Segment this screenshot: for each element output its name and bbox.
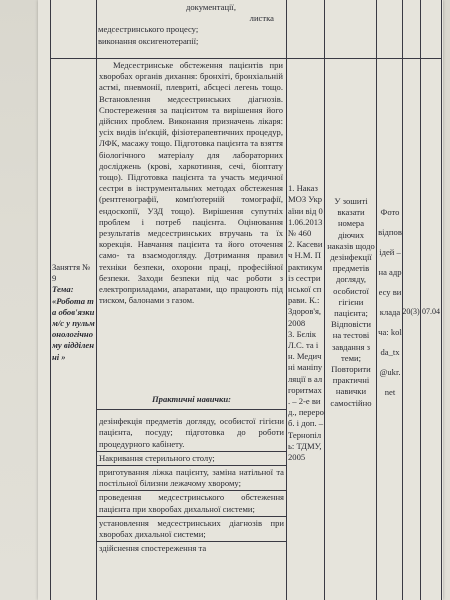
skill-item: проведення медсестринського обстеження пацієнта при хворобах дихальної системи;: [97, 490, 286, 515]
previous-row-continuation: [98, 2, 324, 47]
skill-item: Накривання стерильного столу;: [97, 451, 286, 465]
continuation-line: виконання оксигенотерапії;: [98, 35, 199, 46]
row-divider: [50, 58, 441, 59]
lesson-theme: «Робота та обов'язки м/с у пульмонологічному відділенні »: [52, 295, 95, 362]
tasks-text: У зошиті вказати номера діючих наказів щодо дезінфекції предметів догляду, особистої гігієни пацієнта; Відповісти на тестові завдання з теми; Повторити практичні навички самостійно: [327, 196, 375, 408]
document-page: [38, 0, 443, 600]
lesson-title-cell: [52, 262, 96, 363]
tasks-cell: [326, 196, 376, 409]
skill-item: приготування ліжка пацієнту, заміна натільної та постільної білизни лежачому хворому;: [97, 465, 286, 490]
description-text: Медсестринське обстеження пацієнтів при хворобах органів дихання: бронхіті, бронхіальній астмі, пневмонії, плевриті, абсцесі легень тощо. Встановлення медсестринських діагнозів. Спостереження за пацієнтом та вирішення його дійсних проблем. Виконання призначень лікаря: усіх видів ін'єкцій, фізіотерапевтичних процедур, ЛФК, масажу тощо. Підготовка пацієнта та взяття біологічного матеріалу для лабораторних досліджень (крові, харкотиння, сечі, біоптату тощо). Підготовка пацієнта та участь медичної сестри в інструментальних методах обстеження (рентгенографії, комп'ютерній томографії, ендоскопії, УЗД тощо). Вирішення супутніх проблем і потреб пацієнта. Оцінювання результатів медсестринських втручань та їх корекція. Навчання пацієнта та його оточення само- та взаємодогляду. Дотримання правил техніки безпеки, охорони праці, професійної безпеки. Заходи безпеки під час роботи з електроприладами, апаратами, що працюють під тиском, балонами з газом.: [99, 60, 283, 306]
skill-item: установлення медсестринських діагнозів при хворобах дихальної системи;: [97, 516, 286, 541]
table-border-right: [441, 0, 442, 600]
column-divider: [286, 0, 287, 600]
lesson-number: Заняття № 9: [52, 262, 91, 284]
hours-cell: [402, 306, 420, 317]
table-border-left: [50, 0, 51, 600]
lesson-description: [99, 60, 283, 306]
literature-cell: [288, 172, 324, 474]
hours-value: 20(3): [402, 307, 420, 316]
column-divider: [420, 0, 421, 600]
literature-text: 1. Наказ МОЗ України від 01.06.2013 № 460 2. Касевич Н.М. Практикум із сестринської справи. К.: Здоров'я, 2008 3. Бєлік Л.С. та ін. Медичні маніпуляції в алгоритмах . – 2-е вид., перероб. і доп. – Тернопіль: ТДМУ, 2005: [288, 183, 324, 463]
report-cell: [378, 202, 402, 402]
skills-heading: Практичні навички:: [97, 394, 286, 410]
column-divider: [402, 0, 403, 600]
continuation-line: медсестринського процесу;: [98, 24, 199, 35]
column-divider: [324, 0, 325, 600]
continuation-line: документації,: [186, 2, 236, 12]
date-cell: [421, 306, 441, 317]
practical-skills: [97, 394, 286, 555]
column-divider: [376, 0, 377, 600]
continuation-line: листка: [249, 13, 274, 24]
skill-item: здійснення спостереження та: [97, 541, 286, 555]
report-text: Фото відповідей – на адресу викладача: kolda_tx@ukr.net: [378, 207, 402, 397]
theme-label: Тема:: [52, 284, 74, 295]
date-value: 07.04: [422, 307, 440, 316]
skill-item: дезінфекція предметів догляду, особистої гігієни пацієнта, посуду; підготовка до роботи процедурного кабінету.: [99, 416, 284, 449]
